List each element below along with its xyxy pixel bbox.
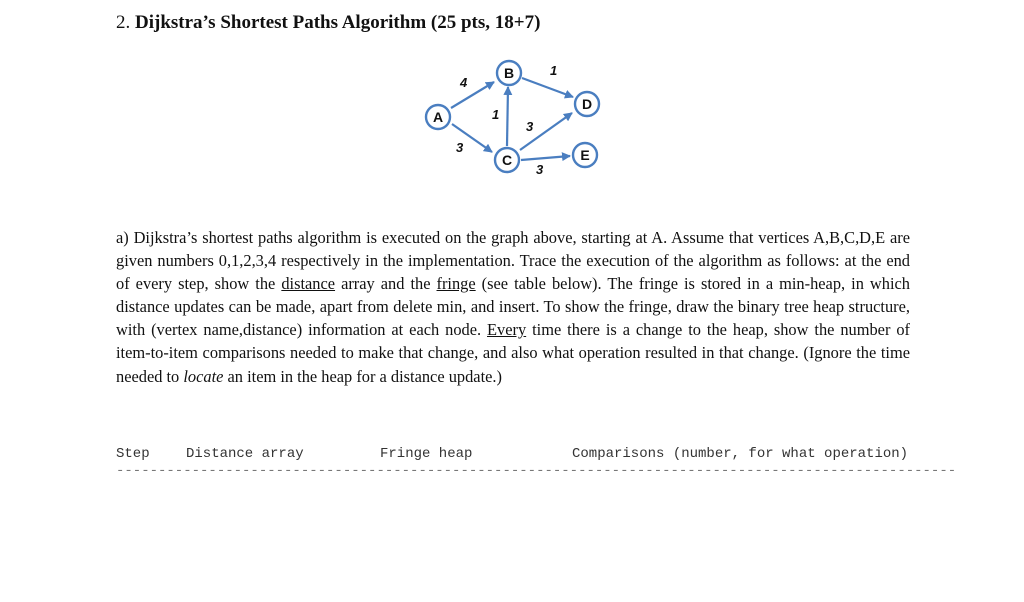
node-d-label: D [581, 96, 593, 112]
part-a-text-5: an item in the heap for a distance update.) [223, 366, 502, 386]
part-a-text-1: a) Dijkstra’s shortest paths algorithm is executed on the graph above, starting at A. Assume that vertices A,B,C,D,E are given numbers 0,1,2,3,4 respectively in the implementation. Trace the execution of the algorithm as follows: at the end of every step, show the [116, 228, 910, 294]
edge-a-b [451, 82, 494, 108]
table-divider: ---------------------------------------------------------------------------------------------------- [116, 463, 957, 479]
weight-a-b: 4 [460, 75, 468, 90]
graph-diagram [416, 56, 616, 186]
question-title-text: Dijkstra’s Shortest Paths Algorithm (25 pts, 18+7) [135, 12, 541, 33]
part-a-text-2: array and the [335, 274, 437, 294]
edge-c-e [521, 156, 570, 160]
node-c-label: C [501, 152, 513, 168]
part-a-text-4: time there is a change to the heap, show the number of item-to-item comparisons needed to make that change, and also what operation resulted in that change. (Ignore the time needed to [116, 320, 910, 386]
weight-c-d: 3 [526, 119, 534, 134]
node-e-label: E [580, 147, 590, 163]
node-a [426, 105, 450, 129]
node-a-label: A [432, 109, 444, 125]
weight-b-d: 1 [550, 63, 558, 78]
weight-c-e: 3 [536, 162, 544, 177]
every-term: Every [487, 320, 527, 340]
weight-a-c: 3 [456, 140, 464, 155]
table-header-distance: Distance array [186, 446, 304, 462]
node-e [573, 143, 597, 167]
question-title [116, 12, 540, 34]
node-d [575, 92, 599, 116]
edge-c-b [507, 87, 508, 146]
question-part-a [116, 226, 910, 388]
locate-term: locate [183, 366, 224, 386]
table-header-step: Step [116, 446, 150, 462]
distance-term: distance [281, 274, 336, 294]
table-header-comparisons: Comparisons (number, for what operation) [572, 446, 909, 462]
edge-b-d [522, 78, 573, 97]
node-b-label: B [503, 65, 515, 81]
part-a-text-3: (see table below). The fringe is stored in a min-heap, in which distance updates can be made, apart from delete min, and insert. To show the fringe, draw the binary tree heap structure, with (vertex name,distance) information at each node. [116, 274, 910, 340]
question-number: 2. [116, 12, 131, 33]
node-b [497, 61, 521, 85]
fringe-term: fringe [436, 274, 476, 294]
node-c [495, 148, 519, 172]
weight-c-b: 1 [492, 107, 500, 122]
table-header-fringe: Fringe heap [380, 446, 473, 462]
